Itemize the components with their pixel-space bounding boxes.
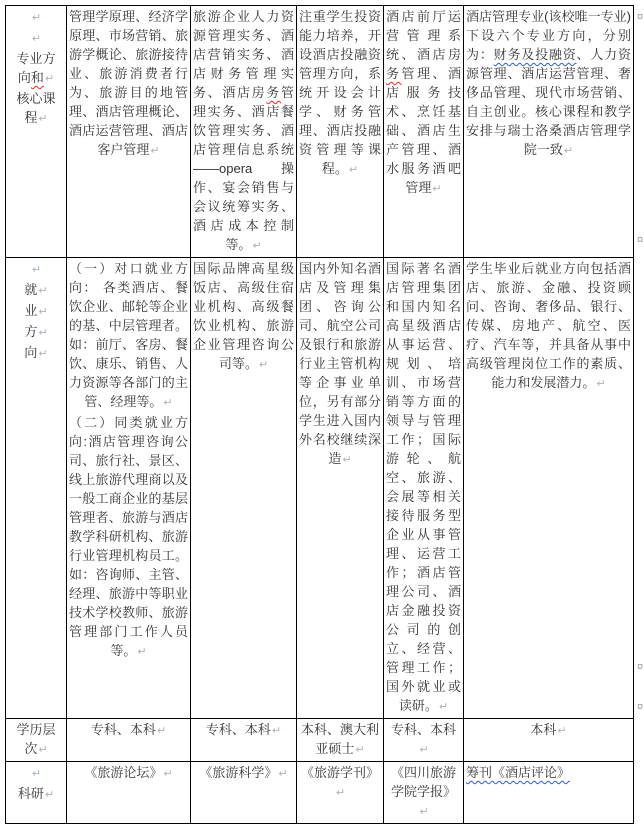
paragraph xyxy=(69,763,188,784)
text-segment: 方 xyxy=(24,324,38,339)
table-row xyxy=(6,762,634,824)
text-segment: 本科、澳大利亚硕士 xyxy=(300,722,379,756)
paragraph-mark-icon: ↵ xyxy=(150,145,160,157)
text-segment: 注重学生投资能力培养，开设酒店投融资管理方向，系统开设会计学、财务管理、酒店投融资管理等课程。 xyxy=(299,9,381,176)
paragraph xyxy=(12,343,60,364)
paragraph xyxy=(386,7,461,199)
paragraph xyxy=(12,301,60,322)
paragraph xyxy=(299,720,381,760)
paragraph xyxy=(12,784,60,805)
paragraph xyxy=(386,259,461,717)
paragraph-mark-icon: ↵ xyxy=(432,183,442,195)
table-cell xyxy=(464,762,634,824)
paragraph xyxy=(69,720,188,741)
paragraph xyxy=(193,720,294,741)
text-segment: 管理实务、酒店餐饮管理实务、酒店管理信息系统——opera 操作、宴会销售与会议统筹实务、酒店成本控制等。 xyxy=(193,85,294,252)
paragraph-mark-icon: ↵ xyxy=(278,768,288,780)
text-segment: 核心课程 xyxy=(16,91,56,125)
paragraph xyxy=(69,259,188,413)
table-cell xyxy=(67,258,191,719)
row-header-cell xyxy=(6,719,67,762)
paragraph-mark-icon: ↵ xyxy=(163,397,173,409)
text-segment: 旅游企业人力资源管理实务、酒店营销实务、酒店财务管理实务、酒店房 xyxy=(193,9,294,100)
paragraph-mark-icon: ↵ xyxy=(38,285,48,297)
paragraph-mark-icon: ↵ xyxy=(38,306,48,318)
paragraph-mark-icon: ↵ xyxy=(31,33,42,45)
row-header-cell xyxy=(6,762,67,824)
text-segment: 学历层次 xyxy=(16,722,56,756)
text-segment: 酒店前厅运营管理系统、酒店房 xyxy=(386,9,461,62)
paragraph xyxy=(193,259,294,375)
text-segment: 国内外知名酒店及管理集团、咨询公司、航空公司及银行和旅游行业主管机构等企事业单位，另有部分学生进入国内外名校继续深造 xyxy=(299,261,381,466)
text-segment: 专科、本科 xyxy=(390,722,456,737)
paragraph xyxy=(299,7,381,180)
paragraph xyxy=(12,28,60,49)
row-header-cell xyxy=(6,6,67,258)
table-cell xyxy=(384,762,464,824)
paragraph xyxy=(466,259,631,394)
text-segment: 酒店管理专业(该校唯一专业)下设六个专业方向，分别为： xyxy=(466,9,631,62)
text-segment: 财务及投融资 xyxy=(493,47,577,62)
paragraph-mark-icon: ↵ xyxy=(38,113,48,125)
paragraph-mark-icon: ↵ xyxy=(342,454,352,466)
paragraph-mark-icon: ↵ xyxy=(557,725,567,737)
table-cell xyxy=(464,719,634,762)
paragraph xyxy=(69,7,188,161)
table-cell xyxy=(384,6,464,258)
text-segment: 专科、本科 xyxy=(205,722,271,737)
text-segment: 国际品牌高星级饭店、高级住宿业机构、高级餐饮业机构、旅游企业管理咨询公司等。 xyxy=(193,261,294,371)
table-cell xyxy=(297,719,384,762)
table-cell xyxy=(297,6,384,258)
text-segment: 专业方向 xyxy=(16,51,56,85)
table-cell xyxy=(464,6,634,258)
table-row xyxy=(6,719,634,762)
text-segment: 和 xyxy=(30,70,44,85)
table-row xyxy=(6,258,634,719)
paragraph xyxy=(466,720,631,741)
text-segment: 业 xyxy=(24,303,38,318)
text-segment: 管理、酒店服务技术、烹饪基础、酒店生产管理、酒水服务酒吧管理 xyxy=(386,66,461,195)
paragraph-mark-icon: ↵ xyxy=(335,787,346,799)
text-segment: 务 xyxy=(386,66,402,81)
paragraph-mark-icon: ↵ xyxy=(44,73,55,85)
paragraph-mark-icon: ↵ xyxy=(38,348,48,360)
text-segment: 《旅游科学》 xyxy=(199,765,278,780)
paragraph-mark-icon: ↵ xyxy=(31,12,42,24)
row-end-mark-icon: ¤ xyxy=(637,661,644,673)
paragraph-mark-icon: ↵ xyxy=(563,145,574,157)
paragraph-mark-icon: ↵ xyxy=(419,744,429,756)
table-cell xyxy=(191,762,297,824)
text-segment: 《旅游学刊》 xyxy=(300,765,379,780)
paragraph-mark-icon: ↵ xyxy=(38,327,48,339)
row-end-mark-icon: ¤ xyxy=(637,11,644,23)
paragraph xyxy=(12,49,60,89)
table-cell xyxy=(384,258,464,719)
paragraph-mark-icon: ↵ xyxy=(271,725,282,737)
table-cell xyxy=(191,6,297,258)
text-segment: 、人力资源管理、酒店运营管理、奢侈品管理、现代市场营销、自主创业。核心课程和教学安排与瑞士洛桑酒店管理学院一致 xyxy=(466,47,631,157)
paragraph-mark-icon: ↵ xyxy=(355,744,365,756)
table-cell xyxy=(297,258,384,719)
paragraph-mark-icon: ↵ xyxy=(252,240,262,252)
paragraph xyxy=(12,720,60,760)
paragraph xyxy=(299,763,381,803)
paragraph xyxy=(299,259,381,470)
paragraph-mark-icon: ↵ xyxy=(348,164,359,176)
text-segment: 本科 xyxy=(530,722,557,737)
paragraph xyxy=(12,280,60,301)
table-cell xyxy=(297,762,384,824)
paragraph-mark-icon: ↵ xyxy=(31,768,42,780)
paragraph-mark-icon: ↵ xyxy=(156,725,167,737)
text-segment: （二）同类就业方向:酒店管理咨询公司、旅行社、景区、线上旅游代理商以及一般工商企业的基层管理者、旅游与酒店教学科研机构、旅游行业管理机构员工。如：咨询师、主管、经理、旅游中等职业技术学校教师、旅游管理部门工作人员等。 xyxy=(69,415,188,658)
paragraph xyxy=(12,259,60,280)
paragraph xyxy=(12,89,60,129)
row-header-cell xyxy=(6,258,67,719)
paragraph xyxy=(69,413,188,662)
text-segment: 向 xyxy=(24,345,38,360)
comparison-table xyxy=(5,5,634,824)
row-end-mark-icon: ¤ xyxy=(637,701,644,713)
paragraph xyxy=(386,763,461,822)
paragraph xyxy=(466,7,631,161)
paragraph xyxy=(12,7,60,28)
paragraph-mark-icon: ↵ xyxy=(596,378,606,390)
table-row xyxy=(6,6,634,258)
table-cell xyxy=(191,719,297,762)
table-cell xyxy=(67,762,191,824)
paragraph-mark-icon: ↵ xyxy=(438,701,449,713)
text-segment: 学生毕业后就业方向包括酒店、旅游、金融、投资顾问、咨询、奢侈品、银行、传媒、房地产、航空、医疗、汽车等，并具备从事中高级管理岗位工作的素质、能力和发展潜力。 xyxy=(466,261,631,390)
text-segment: 就 xyxy=(24,282,38,297)
text-segment: 管理学原理、经济学原理、市场营销、旅游学概论、旅游接待业、旅游消费者行为、旅游目的地管理、酒店管理概论、酒店运营管理、酒店客户管理 xyxy=(69,9,188,157)
text-segment: 筹刊《酒店评论》 xyxy=(466,765,571,780)
text-segment: 《四川旅游学院学报》 xyxy=(390,765,456,799)
paragraph xyxy=(466,763,631,782)
text-segment: 务 xyxy=(266,85,281,100)
table-cell xyxy=(464,258,634,719)
paragraph-mark-icon: ↵ xyxy=(258,359,269,371)
text-segment: 科研 xyxy=(17,786,44,801)
paragraph xyxy=(386,720,461,760)
paragraph xyxy=(12,322,60,343)
paragraph-mark-icon: ↵ xyxy=(31,264,42,276)
text-segment: （一）对口就业方向： 各类酒店、餐饮企业、邮轮等企业的基、中层管理者。如：前厅、客房、餐饮、康乐、销售、人力资源等各部门的主管、经理等。 xyxy=(69,261,188,409)
table-cell xyxy=(67,719,191,762)
text-segment: 《旅游论坛》 xyxy=(84,765,163,780)
paragraph-mark-icon: ↵ xyxy=(38,744,48,756)
document-page xyxy=(5,5,634,824)
table-cell xyxy=(384,719,464,762)
paragraph xyxy=(12,763,60,784)
row-end-mark-icon: ¤ xyxy=(637,234,644,246)
paragraph-mark-icon: ↵ xyxy=(44,789,55,801)
paragraph-mark-icon: ↵ xyxy=(419,806,429,818)
table-cell xyxy=(67,6,191,258)
text-segment: 专科、本科 xyxy=(90,722,156,737)
paragraph-mark-icon: ↵ xyxy=(137,646,147,658)
paragraph-mark-icon: ↵ xyxy=(163,768,173,780)
paragraph xyxy=(193,763,294,784)
text-segment: 国际著名酒店管理集团和国内知名高星级酒店从事运营、规划、培训、市场营销等方面的领导与管理工作；国际游轮、航空、旅游、会展等相关接待服务型企业从事管理、运营工作；酒店管理公司、酒店金融投资公司的创立、经营、管理工作；国外就业或读研。 xyxy=(386,261,461,713)
table-cell xyxy=(191,258,297,719)
paragraph xyxy=(193,7,294,256)
